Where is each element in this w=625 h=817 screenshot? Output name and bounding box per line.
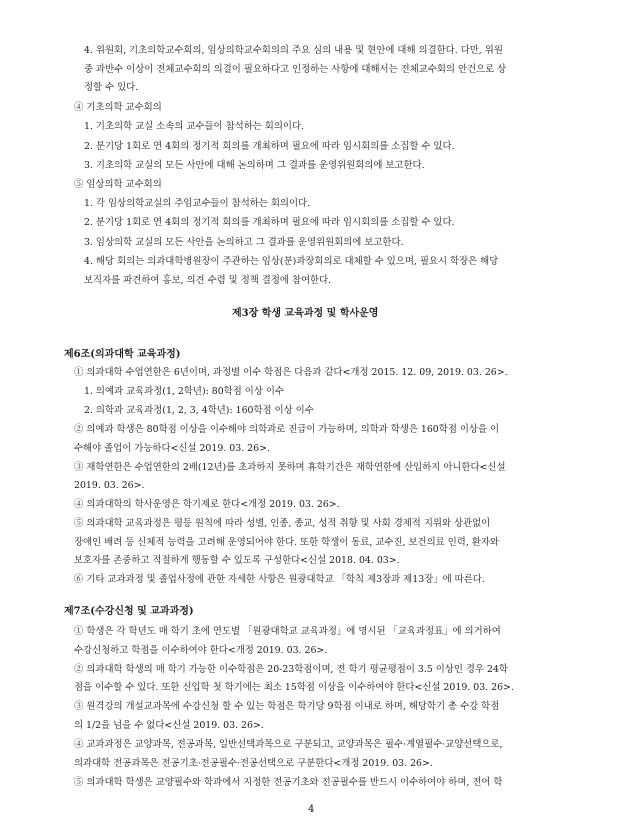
text-line: 점을 이수할 수 있다. 또한 신입학 첫 학기에는 최소 15학점 이상을 이수하여야 한다<신설 2019. 03. 26>. — [74, 682, 514, 693]
text-line: 보직자를 파견하여 홍보, 의견 수렴 및 정책 결정에 참여한다. — [84, 275, 332, 286]
text-line: 수강신청하고 학점을 이수하여야 한다<개정 2019. 03. 26>. — [74, 645, 328, 656]
text-line: ⑥ 기타 교과과정 및 졸업사정에 관한 자세한 사항은 원광대학교 「학칙 제3장과 제13장」에 따른다. — [74, 574, 485, 585]
chapter-heading: 제3장 학생 교육과정 및 학사운영 — [232, 308, 379, 319]
text-line: 4. 해당 회의는 의과대학병원장이 주관하는 임상(분)과장회의로 대체할 수 있으며, 필요시 학장은 해당 — [84, 256, 499, 267]
text-line: ④ 기초의학 교수회의 — [74, 102, 162, 113]
text-line: 1. 의예과 교육과정(1, 2학년): 80학점 이상 이수 — [84, 386, 284, 397]
text-line: 1. 기초의학 교실 소속의 교수들이 참석하는 회의이다. — [84, 121, 304, 132]
text-line: ② 의예과 학생은 80학점 이상을 이수해야 의학과로 진급이 가능하며, 의학과 학생은 160학점 이상을 이 — [74, 424, 500, 435]
text-line: ① 의과대학 수업연한은 6년이며, 과정별 이수 학점은 다음과 같다<개정 2015. 12. 09, 2019. 03. 26>. — [74, 367, 508, 378]
text-line: ⑤ 의과대학 학생은 교양필수와 학과에서 지정한 전공기초와 전공필수를 반드시 이수하여야 하며, 전어 학 — [74, 777, 503, 788]
text-line: 정할 수 있다. — [84, 82, 139, 93]
text-line: ④ 의과대학의 학사운영은 학기제로 한다<개정 2019. 03. 26>. — [74, 499, 340, 510]
text-line: 보호자를 존중하고 적절하게 행동할 수 있도록 구성한다<신설 2018. 04. 03>. — [74, 555, 400, 566]
text-line: 2019. 03. 26>. — [74, 480, 145, 491]
text-line: ② 의과대학 학생의 매 학기 가능한 이수학점은 20-23학점이며, 전 학기 평균평점이 3.5 이상인 경우 24학 — [74, 664, 508, 675]
text-line: 2. 분기당 1회로 연 4회의 정기적 회의를 개최하며 필요에 따라 임시회의를 소집할 수 있다. — [84, 141, 455, 152]
text-line: 의 1/2을 넘을 수 없다<신설 2019. 03. 26>. — [74, 720, 264, 731]
text-line: ③ 원격강의 개설교과목에 수강신청 할 수 있는 학점은 학기당 9학점 이내로 하며, 해당학기 총 수강 학점 — [74, 701, 500, 712]
text-line: ⑤ 의과대학 교육과정은 평등 원칙에 따라 성별, 인종, 종교, 성적 취향 및 사회 경제적 지위와 상관없이 — [74, 518, 491, 529]
page-number: 4 — [308, 804, 315, 815]
article-heading: 제6조(의과대학 교육과정) — [64, 349, 181, 360]
text-line: 장애인 배려 등 신체적 능력을 고려해 운영되어야 한다. 또한 학생이 동료, 교수진, 보건의료 인력, 환자와 — [74, 537, 499, 548]
text-line: 2. 분기당 1회로 연 4회의 정기적 회의를 개최하며 필요에 따라 임시회의를 소집할 수 있다. — [84, 217, 455, 228]
text-line: 4. 위원회, 기초의학교수회의, 임상의학교수회의의 주요 심의 내용 및 현안에 대해 의결한다. 다만, 위원 — [84, 45, 503, 56]
text-line: 수해야 졸업이 가능하다<신설 2019. 03. 26>. — [74, 443, 270, 454]
article-heading: 제7조(수강신청 및 교과과정) — [64, 606, 194, 617]
text-line: ④ 교과과정은 교양과목, 전공과목, 일반선택과목으로 구분되고, 교양과목은 필수·계열필수·교양선택으로, — [74, 739, 503, 750]
text-line: 1. 각 임상의학교실의 주임교수들이 참석하는 회의이다. — [84, 198, 311, 209]
text-line: 2. 의학과 교육과정(1, 2, 3, 4학년): 160학점 이상 이수 — [84, 405, 314, 416]
text-line: 3. 임상의학 교실의 모든 사안을 논의하고 그 결과를 운영위원회의에 보고한다. — [84, 237, 404, 248]
text-line: ⑤ 임상의학 교수회의 — [74, 179, 162, 190]
text-line: 중 과반수 이상이 전체교수회의 의결이 필요하다고 인정하는 사항에 대해서는 전체교수회의 안건으로 상 — [84, 64, 507, 75]
text-line: 의과대학 전공과목은 전공기초·전공필수·전공선택으로 구분한다<개정 2019. 03. 26>. — [74, 758, 433, 769]
text-line: ③ 재학연한은 수업연한의 2배(12년)를 초과하지 못하며 휴학기간은 재학연한에 산입하지 아니한다<신설 — [74, 462, 506, 473]
text-line: 3. 기초의학 교실의 모든 사안에 대해 논의하며 그 결과를 운영위원회의에 보고한다. — [84, 160, 425, 171]
text-line: ① 학생은 각 학년도 매 학기 초에 연도별 「원광대학교 교육과정」에 명시된 「교육과정표」에 의거하여 — [74, 626, 501, 637]
